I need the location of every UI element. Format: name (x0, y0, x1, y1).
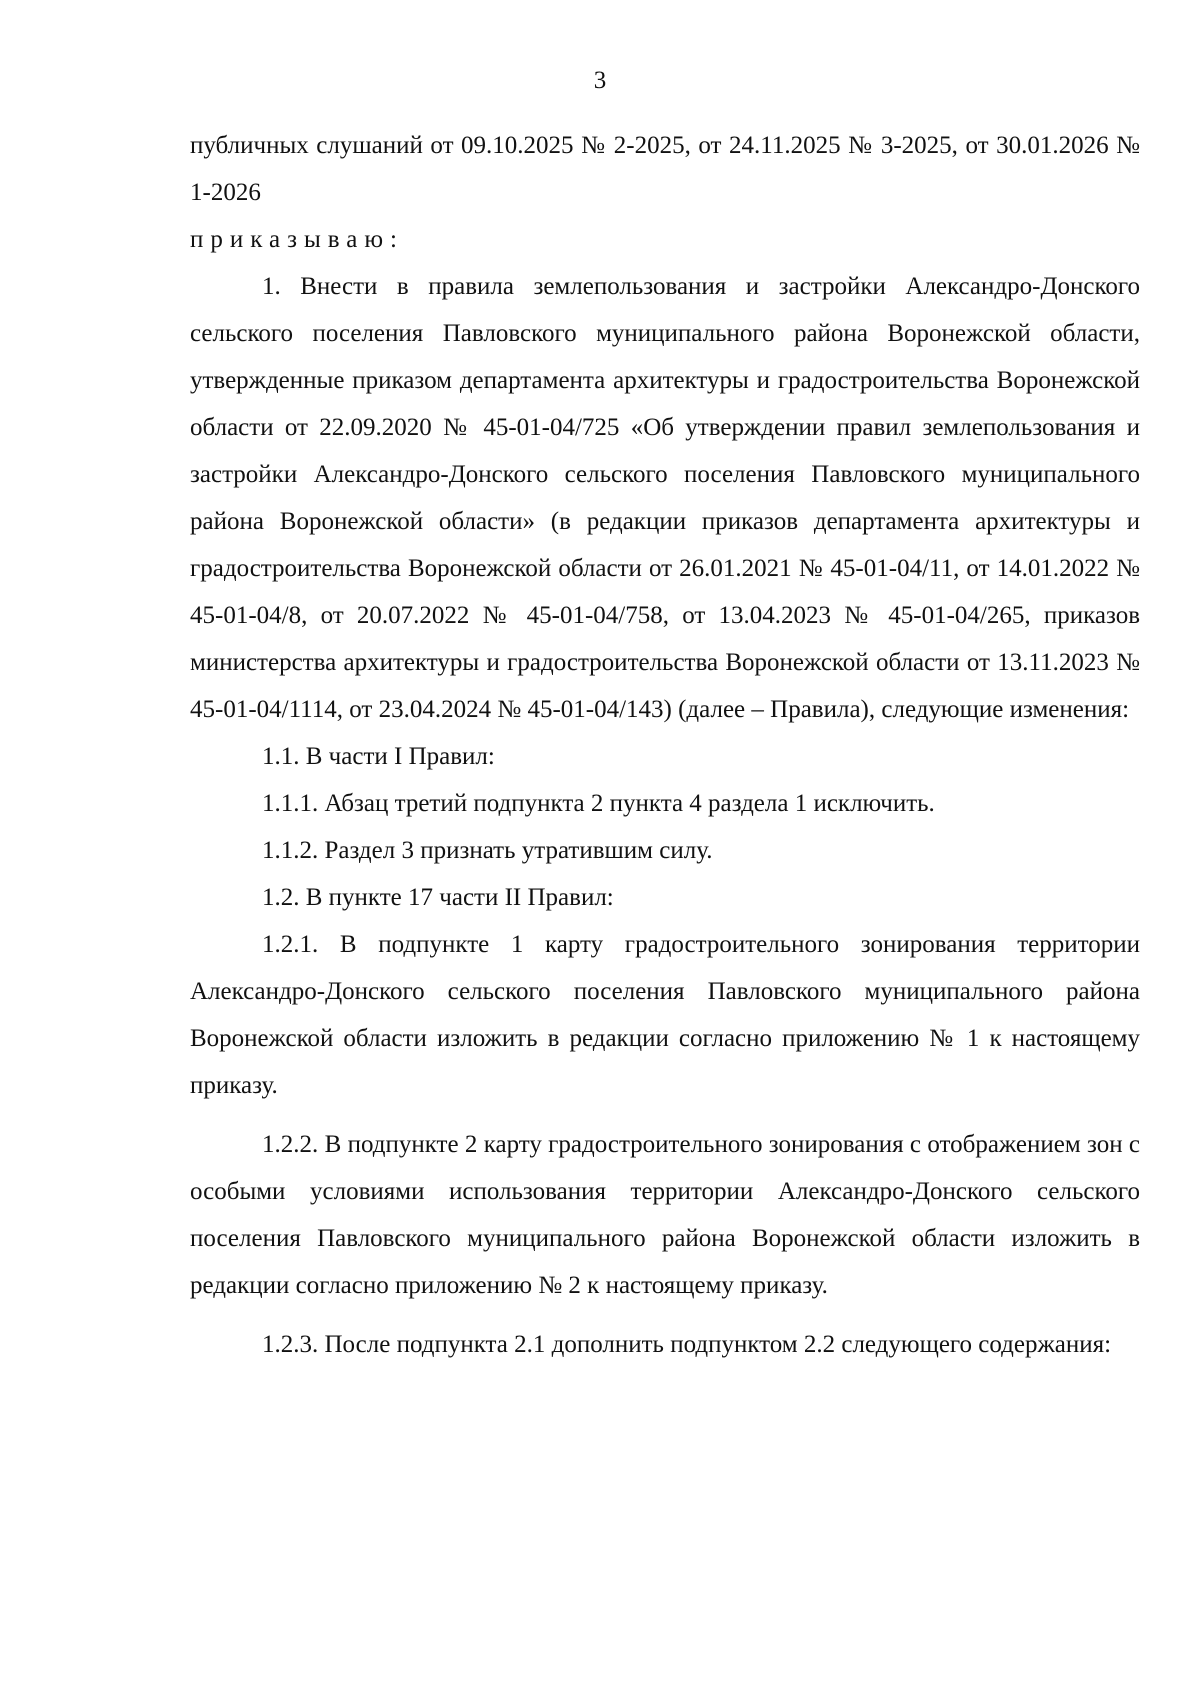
page-number: 3 (593, 67, 607, 94)
paragraph-item-1-2-1: 1.2.1. В подпункте 1 карту градостроительного зонирования территории Александро-Донского сельского поселения Павловского муниципального района Воронежской области изложить в редакции согласно приложению № 1 к настоящему приказу. (190, 931, 1140, 1099)
document-body (190, 122, 1140, 1368)
paragraph-item-1-1: 1.1. В части I Правил: (262, 743, 495, 770)
paragraph-item-1: 1. Внести в правила землепользования и застройки Александро-Донского сельского поселения Павловского муниципального района Воронежской области, утвержденные приказом департамента архитектуры и градостроительства Воронежской области от 22.09.2020 № 45-01-04/725 «Об утверждении правил землепользования и застройки Александро-Донского сельского поселения Павловского муниципального района Воронежской области» (в редакции приказов департамента архитектуры и градостроительства Воронежской области от 26.01.2021 № 45-01-04/11, от 14.01.2022 № 45-01-04/8, от 20.07.2022 № 45-01-04/758, от 13.04.2023 № 45-01-04/265, приказов министерства архитектуры и градостроительства Воронежской области от 13.11.2023 № 45-01-04/1114, от 23.04.2024 № 45-01-04/143) (далее – Правила), следующие изменения: (190, 273, 1140, 723)
paragraph-public-hearings: публичных слушаний от 09.10.2025 № 2-2025, от 24.11.2025 № 3-2025, от 30.01.2026 № 1-2026 (190, 132, 1140, 206)
paragraph-item-1-2: 1.2. В пункте 17 части II Правил: (262, 884, 614, 911)
paragraph-item-1-1-1: 1.1.1. Абзац третий подпункта 2 пункта 4 раздела 1 исключить. (262, 790, 935, 817)
paragraph-item-1-2-3: 1.2.3. После подпункта 2.1 дополнить подпунктом 2.2 следующего содержания: (262, 1331, 1112, 1358)
paragraph-order-word: приказываю: (190, 226, 404, 253)
paragraph-item-1-1-2: 1.1.2. Раздел 3 признать утратившим силу. (262, 837, 713, 864)
paragraph-item-1-2-2: 1.2.2. В подпункте 2 карту градостроительного зонирования с отображением зон с особыми условиями использования территории Александро-Донского сельского поселения Павловского муниципального района Воронежской области изложить в редакции согласно приложению № 2 к настоящему приказу. (190, 1131, 1140, 1299)
